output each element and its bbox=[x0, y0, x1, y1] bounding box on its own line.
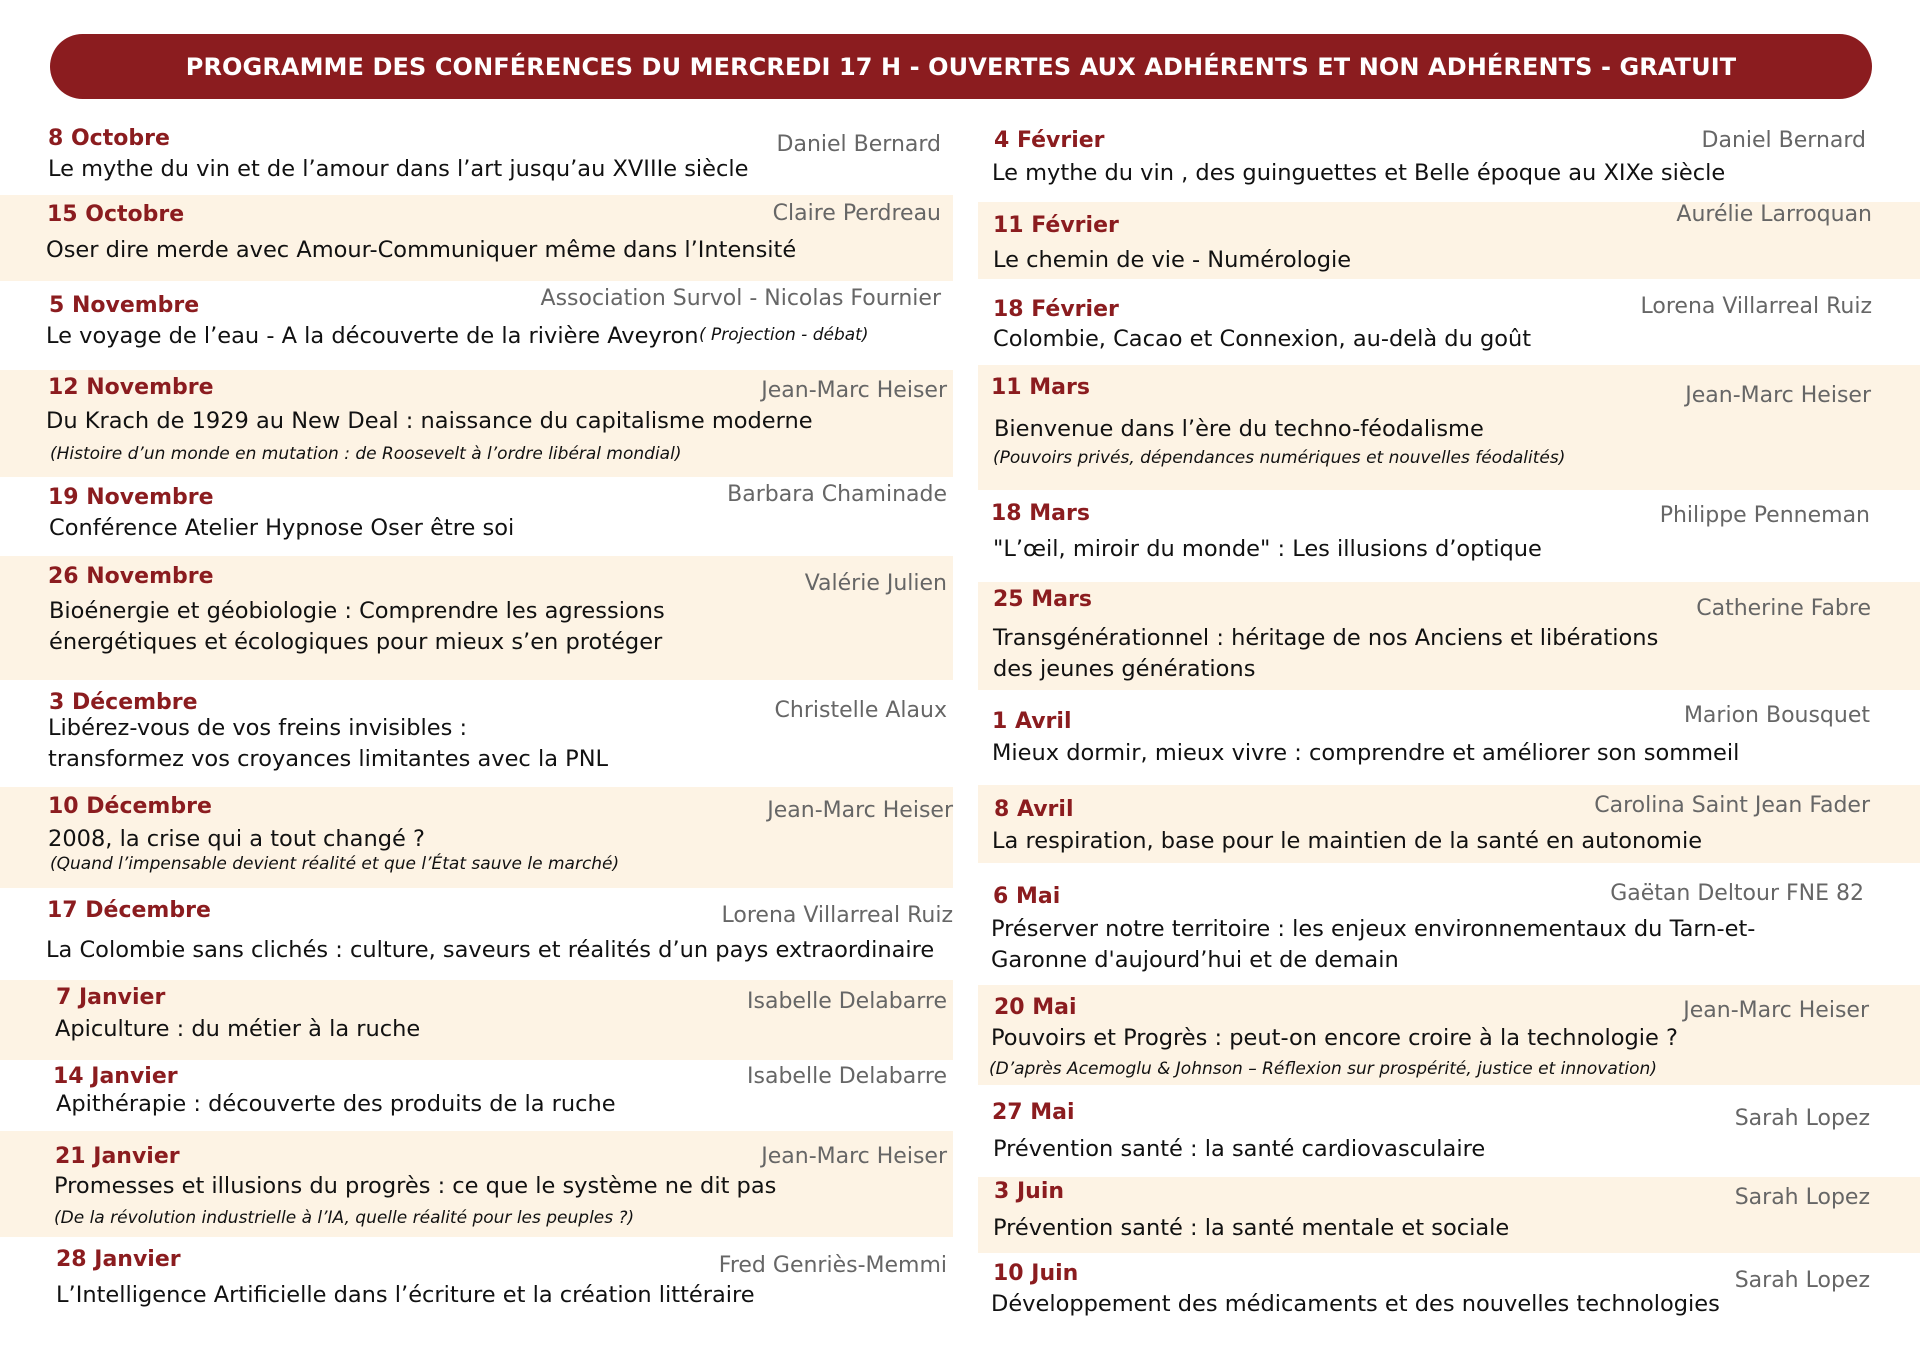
event-item bbox=[978, 493, 1920, 575]
event-date: 19 Novembre bbox=[48, 485, 214, 510]
event-speaker: Jean-Marc Heiser bbox=[1685, 383, 1871, 408]
event-item bbox=[978, 202, 1920, 279]
event-speaker: Lorena Villarreal Ruiz bbox=[721, 903, 953, 928]
event-note: (D’après Acemoglu & Johnson – Réflexion sur prospérité, justice et innovation) bbox=[989, 1059, 1657, 1079]
event-note: (Pouvoirs privés, dépendances numériques et nouvelles féodalités) bbox=[993, 448, 1566, 468]
event-date: 20 Mai bbox=[994, 995, 1077, 1020]
event-item bbox=[978, 1090, 1920, 1174]
event-title: Le voyage de l’eau - A la découverte de la rivière Aveyron bbox=[46, 323, 699, 349]
event-title: Le mythe du vin et de l’amour dans l’art jusqu’au XVIIIe siècle bbox=[48, 156, 749, 182]
event-title: Mieux dormir, mieux vivre : comprendre et améliorer son sommeil bbox=[992, 740, 1740, 766]
event-title: Prévention santé : la santé mentale et sociale bbox=[993, 1215, 1510, 1241]
event-speaker: Barbara Chaminade bbox=[727, 482, 947, 507]
event-date: 11 Mars bbox=[991, 375, 1090, 400]
event-title: Développement des médicaments et des nouvelles technologies bbox=[991, 1291, 1720, 1317]
event-date: 10 Juin bbox=[993, 1261, 1079, 1286]
event-speaker: Isabelle Delabarre bbox=[747, 989, 947, 1014]
event-date: 28 Janvier bbox=[56, 1247, 181, 1272]
event-date: 18 Mars bbox=[991, 501, 1090, 526]
event-date: 8 Octobre bbox=[48, 126, 170, 151]
page-title: PROGRAMME DES CONFÉRENCES DU MERCREDI 17 H - OUVERTES AUX ADHÉRENTS ET NON ADHÉRENTS - GRATUIT bbox=[185, 52, 1737, 81]
event-title: Promesses et illusions du progrès : ce que le système ne dit pas bbox=[54, 1173, 777, 1199]
event-speaker: Isabelle Delabarre bbox=[747, 1064, 947, 1089]
event-date: 8 Avril bbox=[994, 797, 1074, 822]
event-date: 4 Février bbox=[994, 128, 1105, 153]
event-title: Bioénergie et géobiologie : Comprendre les agressions bbox=[49, 598, 665, 624]
event-title: L’Intelligence Artificielle dans l’écriture et la création littéraire bbox=[56, 1282, 755, 1308]
event-title: Le mythe du vin , des guinguettes et Belle époque au XIXe siècle bbox=[992, 160, 1726, 186]
event-date: 11 Février bbox=[993, 213, 1119, 238]
event-note: (Histoire d’un monde en mutation : de Roosevelt à l’ordre libéral mondial) bbox=[50, 444, 682, 464]
event-speaker: Christelle Alaux bbox=[774, 698, 947, 723]
event-title: Oser dire merde avec Amour-Communiquer même dans l’Intensité bbox=[46, 237, 797, 263]
event-date: 3 Décembre bbox=[49, 690, 198, 715]
event-date: 1 Avril bbox=[992, 709, 1072, 734]
event-speaker: Valérie Julien bbox=[804, 571, 947, 596]
event-speaker: Claire Perdreau bbox=[772, 201, 941, 226]
event-date: 10 Décembre bbox=[48, 794, 212, 819]
event-title: Bienvenue dans l’ère du techno-féodalisme bbox=[994, 416, 1484, 442]
event-item bbox=[978, 785, 1920, 863]
event-title: Conférence Atelier Hypnose Oser être soi bbox=[49, 515, 515, 541]
event-title: La Colombie sans clichés : culture, saveurs et réalités d’un pays extraordinaire bbox=[46, 937, 935, 963]
event-date: 12 Novembre bbox=[48, 375, 214, 400]
event-item bbox=[978, 985, 1920, 1085]
event-title-line2: Garonne d'aujourd’hui et de demain bbox=[991, 947, 1399, 973]
event-speaker: Carolina Saint Jean Fader bbox=[1594, 793, 1870, 818]
event-speaker: Lorena Villarreal Ruiz bbox=[1640, 294, 1872, 319]
event-date: 18 Février bbox=[993, 297, 1119, 322]
event-item bbox=[978, 365, 1920, 490]
event-speaker: Sarah Lopez bbox=[1734, 1268, 1870, 1293]
event-title: Libérez-vous de vos freins invisibles : bbox=[48, 715, 468, 741]
event-item bbox=[978, 122, 1920, 197]
event-item bbox=[978, 697, 1920, 779]
event-date: 5 Novembre bbox=[49, 293, 200, 318]
event-item bbox=[978, 1256, 1920, 1336]
event-date: 27 Mai bbox=[992, 1100, 1075, 1125]
event-speaker: Sarah Lopez bbox=[1734, 1106, 1870, 1131]
event-title-line2: énergétiques et écologiques pour mieux s’en protéger bbox=[49, 629, 663, 655]
event-title: Transgénérationnel : héritage de nos Anciens et libérations bbox=[993, 625, 1659, 651]
event-speaker: Sarah Lopez bbox=[1734, 1185, 1870, 1210]
event-speaker: Daniel Bernard bbox=[1701, 128, 1866, 153]
event-note: ( Projection - débat) bbox=[699, 325, 869, 345]
event-title: Apithérapie : découverte des produits de la ruche bbox=[56, 1091, 616, 1117]
event-speaker: Catherine Fabre bbox=[1696, 596, 1871, 621]
event-speaker: Jean-Marc Heiser bbox=[761, 1144, 947, 1169]
event-speaker: Fred Genriès-Memmi bbox=[718, 1253, 947, 1278]
event-speaker: Jean-Marc Heiser bbox=[1683, 998, 1869, 1023]
event-speaker: Jean-Marc Heiser bbox=[761, 378, 947, 403]
event-title: "L’œil, miroir du monde" : Les illusions d’optique bbox=[993, 536, 1542, 562]
event-speaker: Gaëtan Deltour FNE 82 bbox=[1610, 881, 1864, 906]
event-date: 17 Décembre bbox=[47, 898, 211, 923]
event-speaker: Philippe Penneman bbox=[1659, 503, 1870, 528]
event-item bbox=[978, 1177, 1920, 1253]
event-item bbox=[978, 872, 1920, 982]
event-title: Apiculture : du métier à la ruche bbox=[55, 1016, 421, 1042]
event-title: Du Krach de 1929 au New Deal : naissance du capitalisme moderne bbox=[46, 408, 813, 434]
event-note: (Quand l’impensable devient réalité et que l’État sauve le marché) bbox=[50, 854, 620, 874]
event-item bbox=[978, 582, 1920, 690]
event-speaker: Association Survol - Nicolas Fournier bbox=[540, 286, 941, 311]
event-title: Le chemin de vie - Numérologie bbox=[993, 247, 1352, 273]
event-item bbox=[978, 282, 1920, 362]
event-date: 15 Octobre bbox=[47, 202, 185, 227]
event-speaker: Daniel Bernard bbox=[776, 132, 941, 157]
event-speaker: Jean-Marc Heiser bbox=[767, 798, 953, 823]
event-title-line2: transformez vos croyances limitantes avec la PNL bbox=[48, 746, 609, 772]
event-title: La respiration, base pour le maintien de la santé en autonomie bbox=[992, 828, 1703, 854]
event-title: Prévention santé : la santé cardiovasculaire bbox=[993, 1136, 1486, 1162]
event-title: Pouvoirs et Progrès : peut-on encore croire à la technologie ? bbox=[991, 1025, 1678, 1051]
event-speaker: Marion Bousquet bbox=[1683, 703, 1870, 728]
event-date: 25 Mars bbox=[993, 587, 1092, 612]
event-date: 21 Janvier bbox=[55, 1144, 180, 1169]
event-date: 6 Mai bbox=[993, 884, 1061, 909]
event-title: 2008, la crise qui a tout changé ? bbox=[48, 826, 425, 852]
event-date: 3 Juin bbox=[994, 1179, 1065, 1204]
event-date: 14 Janvier bbox=[53, 1064, 178, 1089]
event-speaker: Aurélie Larroquan bbox=[1676, 202, 1872, 227]
event-title: Préserver notre territoire : les enjeux environnementaux du Tarn-et- bbox=[991, 916, 1756, 942]
event-title-line2: des jeunes générations bbox=[993, 656, 1256, 682]
event-title: Colombie, Cacao et Connexion, au-delà du goût bbox=[993, 326, 1532, 352]
event-date: 7 Janvier bbox=[56, 985, 166, 1010]
event-date: 26 Novembre bbox=[48, 564, 214, 589]
event-note: (De la révolution industrielle à l’IA, quelle réalité pour les peuples ?) bbox=[54, 1208, 635, 1228]
